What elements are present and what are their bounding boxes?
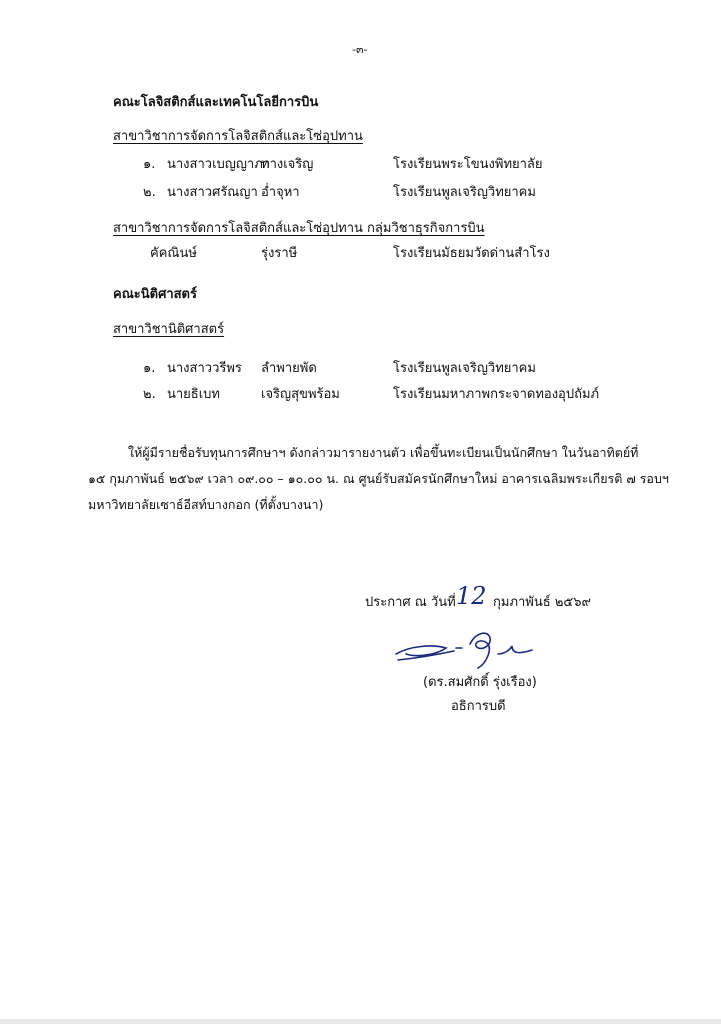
student-surname: อ่ำจุหา (261, 185, 300, 200)
student-name: คัคณินษ์ (150, 246, 197, 261)
student-surname: ทางเจริญ (261, 157, 314, 172)
school-name: โรงเรียนพระโขนงพิทยาลัย (393, 157, 543, 172)
student-name: นางสาววรีพร (167, 361, 242, 376)
row-number: ๑. (143, 157, 156, 172)
notice-line-2: ๑๕ กุมภาพันธ์ ๒๕๖๙ เวลา ๐๙.๐๐ – ๑๐.๐๐ น. ณ ศูนย์รับสมัครนักศึกษาใหม่ อาคารเฉลิมพระเกียรติ ๗ รอบฯ (88, 471, 669, 486)
page-bottom-edge (0, 1019, 721, 1024)
announcement-month-year: กุมภาพันธ์ ๒๕๖๙ (493, 595, 592, 610)
school-name: โรงเรียนมัธยมวัดด่านสำโรง (393, 246, 550, 261)
student-surname: ลำพายพัด (261, 361, 317, 376)
student-surname: รุ่งราษี (261, 246, 298, 261)
student-name: นางสาวศรัณญา (167, 185, 258, 200)
school-name: โรงเรียนมหาภาพกระจาดทองอุปถัมภ์ (393, 387, 600, 402)
notice-line-1: ให้ผู้มีรายชื่อรับทุนการศึกษาฯ ดังกล่าวมารายงานตัว เพื่อขึ้นทะเบียนเป็นนักศึกษา ในวันอาทิตย์ที่ (128, 445, 639, 460)
handwritten-day: 12 (456, 582, 487, 610)
notice-line-3: มหาวิทยาลัยเซาธ์อีสท์บางกอก (ที่ตั้งบางนา) (88, 497, 324, 512)
school-name: โรงเรียนพูลเจริญวิทยาคม (393, 361, 536, 376)
row-number: ๒. (143, 387, 156, 402)
signature-image (388, 624, 538, 676)
student-name: นางสาวเบญญาภา (167, 157, 271, 172)
program-title-logistics-aviation: สาขาวิชาการจัดการโลจิสติกส์และโซ่อุปทาน กลุ่มวิชาธุรกิจการบิน (113, 221, 485, 236)
program-title-logistics: สาขาวิชาการจัดการโลจิสติกส์และโซ่อุปทาน (113, 129, 363, 144)
student-surname: เจริญสุขพร้อม (261, 387, 340, 402)
student-name: นายธิเบท (167, 387, 221, 402)
faculty-heading-logistics: คณะโลจิสติกส์และเทคโนโลยีการบิน (113, 95, 319, 110)
page-number: -๓- (352, 43, 368, 56)
signatory-position: อธิการบดี (451, 699, 506, 714)
row-number: ๑. (143, 361, 156, 376)
school-name: โรงเรียนพูลเจริญวิทยาคม (393, 185, 536, 200)
row-number: ๒. (143, 185, 156, 200)
program-title-law: สาขาวิชานิติศาสตร์ (113, 322, 225, 337)
faculty-heading-law: คณะนิติศาสตร์ (113, 287, 197, 302)
announcement-prefix: ประกาศ ณ วันที่ (365, 595, 456, 610)
signatory-name: (ดร.สมศักดิ์ รุ่งเรือง) (423, 675, 537, 690)
